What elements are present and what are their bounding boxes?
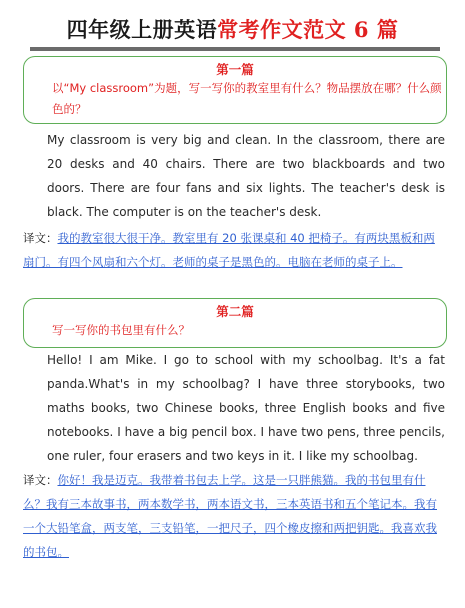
title-underline [30, 47, 440, 51]
section-2-translation-label: 译文： [23, 473, 58, 487]
section-2-prompt-box [23, 298, 447, 348]
section-2-essay [23, 348, 445, 468]
title-black-part: 四年级上册英语 [66, 17, 218, 42]
section-1-translation [23, 226, 445, 274]
section-1-prompt: 以“My classroom”为题，写一写你的教室里有什么？物品摆放在哪？什么颜色的？ [52, 81, 442, 116]
section-2-translation-text: 你好！我是迈克。我带着书包去上学。这是一只胖熊猫。我的书包里有什么？我有三本故事书，两本数学书，两本语文书，三本英语书和五个笔记本。我有一个大铅笔盒，两支笔，三支铅笔，一把尺子，四个橡皮擦和两把钥匙。我喜欢我的书包。 [23, 473, 437, 559]
title-red-part: 常考作文范文 6 篇 [217, 17, 399, 42]
section-2-heading: 第二篇 [216, 304, 254, 319]
section-1-translation-text: 我的教室很大很干净。教室里有 20 张课桌和 40 把椅子。有两块黑板和两扇门。有四个风扇和六个灯。老师的桌子是黑色的。电脑在老师的桌子上。 [23, 231, 435, 269]
section-2-essay-text: Hello! I am Mike. I go to school with my schoolbag. It's a fat panda.What's in my schoolbag? I have three storybooks, two maths books, two Chinese books, three English books and five notebooks. I have a big pencil box. I have two pens, three pencils, one ruler, four erasers and two keys in it. I like my schoolbag. [47, 353, 445, 463]
section-1-prompt-box [23, 56, 447, 124]
section-2-prompt: 写一写你的书包里有什么？ [52, 323, 190, 337]
section-1-heading: 第一篇 [216, 62, 254, 77]
section-1-essay-text: My classroom is very big and clean. In the classroom, there are 20 desks and 40 chairs. There are two blackboards and two doors. There are four fans and six lights. The teacher's desk is black. The computer is on the teacher's desk. [47, 133, 445, 219]
section-1-essay [23, 128, 445, 224]
section-1-translation-label: 译文： [23, 231, 58, 245]
page-title [0, 14, 465, 44]
section-2-translation [23, 468, 445, 564]
